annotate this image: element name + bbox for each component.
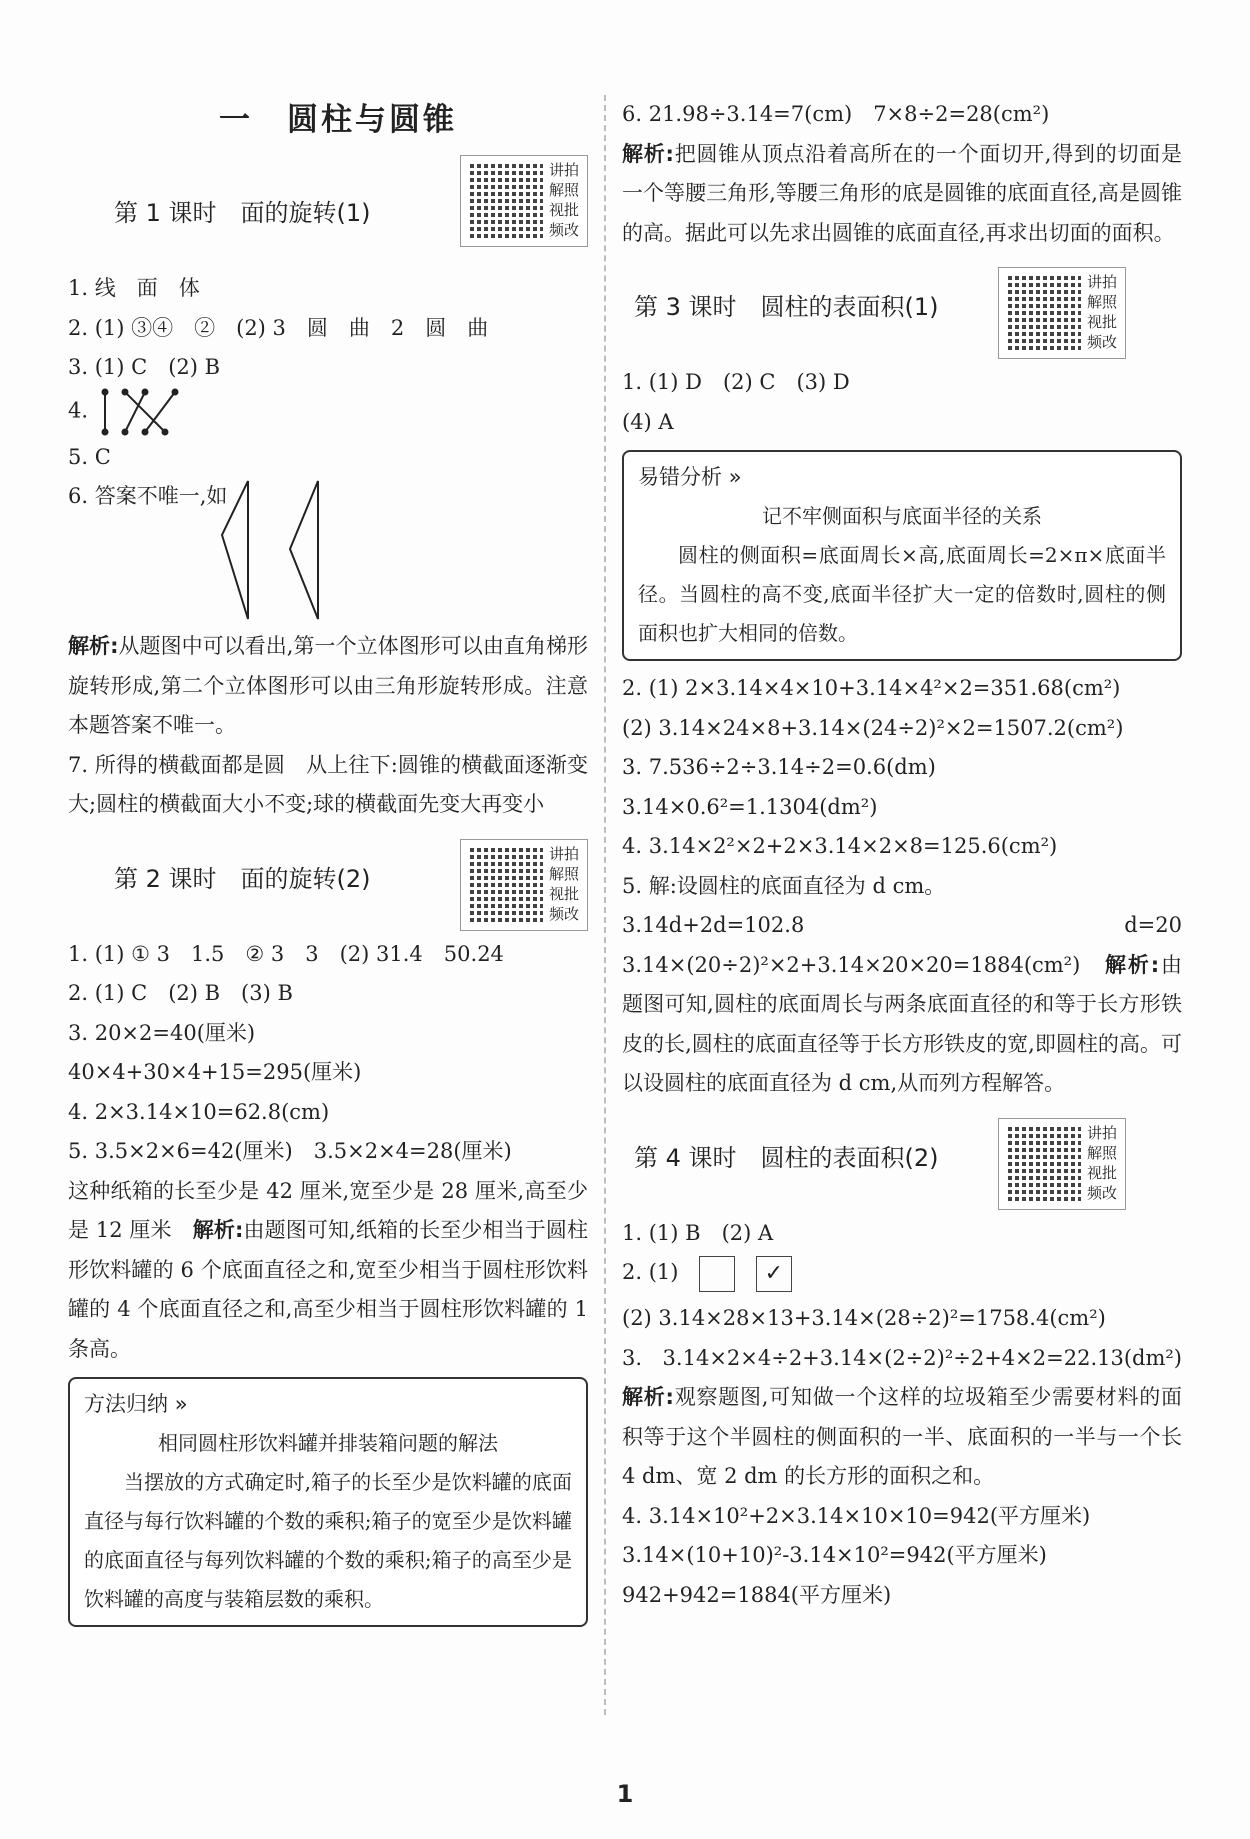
analysis-text: 观察题图,可知做一个这样的垃圾箱至少需要材料的面积等于这个半圆柱的侧面积的一半、底面积的一半与一个长 4 dm、宽 2 dm 的长方形的面积之和。 bbox=[622, 1385, 1182, 1488]
l3-q1a: 1. (1) D (2) C (3) D bbox=[622, 370, 850, 394]
l3-q4: 4. 3.14×2²×2+2×3.14×2×8=125.6(cm²) bbox=[622, 834, 1058, 858]
qr-icon bbox=[1005, 274, 1081, 350]
l4-q4c: 942+942=1884(平方厘米) bbox=[622, 1582, 892, 1607]
qr-icon bbox=[467, 162, 543, 238]
qr-label: 讲拍 解照 视批 频改 bbox=[549, 844, 580, 923]
lesson-title: 第 1 课时 面的旋转(1) bbox=[114, 199, 371, 227]
error-text: 圆柱的侧面积=底面周长×高,底面周长=2×π×底面半径。当圆柱的高不变,底面半径扩大一定的倍数时,圆柱的侧面积也扩大相同的倍数。 bbox=[638, 543, 1166, 645]
method-text: 当摆放的方式确定时,箱子的长至少是饮料罐的底面直径与每行饮料罐的个数的乘积;箱子的宽至少是饮料罐的底面直径与每列饮料罐的个数的乘积;箱子的高至少是饮料罐的高度与装箱层数的乘积。 bbox=[84, 1470, 572, 1611]
l1-q1: 1. 线 面 体 bbox=[68, 276, 200, 300]
l2-q2: 2. (1) C (2) B (3) B bbox=[68, 981, 293, 1005]
l1-q6 bbox=[68, 477, 588, 627]
l3-q5a: 5. 解:设圆柱的底面直径为 d cm。 bbox=[622, 873, 946, 898]
check-icon: ✓ bbox=[756, 1256, 792, 1292]
l2-q5 bbox=[68, 1172, 588, 1370]
l4-q1: 1. (1) B (2) A bbox=[622, 1220, 774, 1245]
l2b-q6: 6. 21.98÷3.14=7(cm) 7×8÷2=28(cm²) bbox=[622, 102, 1050, 126]
l3-q3b: 3.14×0.6²=1.1304(dm²) bbox=[622, 794, 878, 819]
analysis-label: 解析: bbox=[1105, 952, 1160, 977]
l1-q2: 2. (1) ③④ ② (2) 3 圆 曲 2 圆 曲 bbox=[68, 315, 489, 340]
page-number: 1 bbox=[616, 1780, 634, 1808]
analysis-text: 由题图可知,圆柱的底面周长与两条底面直径的和等于长方形铁皮的长,圆柱的底面直径等于长方形铁皮的宽,即圆柱的高。可以设圆柱的底面直径为 d cm,从而列方程解答。 bbox=[622, 952, 1183, 1095]
qr-code[interactable] bbox=[460, 839, 588, 931]
empty-checkbox bbox=[699, 1256, 735, 1292]
l1-q5: 5. C bbox=[68, 444, 111, 469]
l4-q2a bbox=[622, 1253, 1182, 1299]
l2b-analysis bbox=[622, 135, 1182, 254]
column-divider bbox=[604, 95, 606, 1715]
qr-code[interactable] bbox=[998, 1118, 1126, 1210]
l2-q5-answer: 这种纸箱的长至少是 42 厘米,宽至少是 28 厘米,高至少是 12 厘米 bbox=[68, 1178, 588, 1242]
analysis-label: 解析: bbox=[622, 1385, 674, 1409]
l4-q4b: 3.14×(10+10)²-3.14×10²=942(平方厘米) bbox=[622, 1543, 1047, 1567]
method-box bbox=[68, 1377, 588, 1627]
qr-code[interactable] bbox=[998, 267, 1126, 359]
l4-q3 bbox=[622, 1339, 1182, 1497]
qr-icon bbox=[467, 846, 543, 922]
error-heading: 记不牢侧面积与底面半径的关系 bbox=[762, 504, 1042, 528]
l2-q3b: 40×4+30×4+15=295(厘米) bbox=[68, 1060, 362, 1084]
l3-q5 bbox=[622, 906, 1203, 1104]
rotation-shapes-figure bbox=[218, 477, 338, 627]
l1-analysis bbox=[68, 627, 588, 746]
error-analysis-box bbox=[622, 450, 1182, 661]
l4-q2b: (2) 3.14×28×13+3.14×(28÷2)²=1758.4(cm²) bbox=[622, 1306, 1106, 1330]
lesson-4-header bbox=[622, 1114, 1182, 1210]
l3-q2a: 2. (1) 2×3.14×4×10+3.14×4²×2=351.68(cm²) bbox=[622, 676, 1121, 700]
lesson-title: 第 4 课时 圆柱的表面积(2) bbox=[634, 1143, 939, 1172]
lesson-1-header bbox=[68, 161, 588, 265]
l3-q2b: (2) 3.14×24×8+3.14×(24÷2)²×2=1507.2(cm²) bbox=[622, 715, 1124, 740]
error-title-text: 易错分析 bbox=[638, 465, 722, 489]
qr-code[interactable] bbox=[460, 155, 588, 247]
analysis-label: 解析: bbox=[622, 141, 674, 166]
l1-q4-label: 4. bbox=[68, 398, 89, 422]
qr-label: 讲拍 解照 视批 频改 bbox=[1087, 1123, 1118, 1202]
l2-q1: 1. (1) ① 3 1.5 ② 3 3 (2) 31.4 50.24 bbox=[68, 941, 504, 966]
l4-q4a: 4. 3.14×10²+2×3.14×10×10=942(平方厘米) bbox=[622, 1503, 1091, 1528]
analysis-label: 解析: bbox=[192, 1218, 244, 1242]
qr-label: 讲拍 解照 视批 频改 bbox=[1087, 273, 1118, 351]
matching-lines-figure bbox=[95, 388, 185, 436]
left-column bbox=[68, 95, 588, 1635]
l3-q1b: (4) A bbox=[622, 409, 674, 434]
analysis-label: 解析: bbox=[68, 634, 119, 658]
analysis-text: 由题图可知,纸箱的长至少相当于圆柱形饮料罐的 6 个底面直径之和,宽至少相当于圆柱形饮料罐的 4 个底面直径之和,高至少相当于圆柱形饮料罐的 1 条高。 bbox=[68, 1218, 588, 1361]
l1-q7: 7. 所得的横截面都是圆 从上往下:圆锥的横截面逐渐变大;圆柱的横截面大小不变;球的横截面先变大再变小 bbox=[68, 752, 588, 816]
l1-q3: 3. (1) C (2) B bbox=[68, 355, 221, 379]
l2-q5a: 5. 3.5×2×6=42(厘米) 3.5×2×4=28(厘米) bbox=[68, 1139, 512, 1163]
chevron-right-icon: » bbox=[174, 1392, 188, 1416]
l2-q3a: 3. 20×2=40(厘米) bbox=[68, 1020, 256, 1045]
l4-q2a-label: 2. (1) bbox=[622, 1260, 679, 1284]
l2-q4: 4. 2×3.14×10=62.8(cm) bbox=[68, 1099, 330, 1124]
method-title-text: 方法归纳 bbox=[84, 1392, 168, 1416]
method-heading: 相同圆柱形饮料罐并排装箱问题的解法 bbox=[158, 1431, 498, 1455]
chapter-title: 一 圆柱与圆锥 bbox=[219, 102, 457, 138]
lesson-title: 第 3 课时 圆柱的表面积(1) bbox=[634, 293, 939, 321]
error-title bbox=[638, 458, 1166, 497]
lesson-2-header bbox=[68, 835, 588, 931]
lesson-title: 第 2 课时 面的旋转(2) bbox=[114, 864, 371, 893]
l3-q5-answer: 3.14d+2d=102.8 d=20 3.14×(20÷2)²×2+3.14×20×20=1884(cm²) bbox=[622, 913, 1203, 977]
l3-q3a: 3. 7.536÷2÷3.14÷2=0.6(dm) bbox=[622, 755, 936, 779]
analysis-text: 从题图中可以看出,第一个立体图形可以由直角梯形旋转形成,第二个立体图形可以由三角形旋转形成。注意本题答案不唯一。 bbox=[68, 634, 588, 737]
l1-q4 bbox=[68, 388, 588, 438]
l1-q6-text: 6. 答案不唯一,如 bbox=[68, 484, 228, 508]
chevron-right-icon: » bbox=[728, 465, 742, 489]
qr-label: 讲拍 解照 视批 频改 bbox=[549, 161, 580, 239]
method-title bbox=[84, 1385, 572, 1424]
l4-q3-answer: 3. 3.14×2×4÷2+3.14×(2÷2)²÷2+4×2=22.13(dm²) bbox=[622, 1345, 1182, 1370]
analysis-text: 把圆锥从顶点沿着高所在的一个面切开,得到的切面是一个等腰三角形,等腰三角形的底是圆锥的底面直径,高是圆锥的高。据此可以先求出圆锥的底面直径,再求出切面的面积。 bbox=[622, 141, 1182, 245]
qr-icon bbox=[1005, 1125, 1081, 1201]
right-column bbox=[622, 95, 1203, 1615]
lesson-3-header bbox=[622, 263, 1182, 359]
